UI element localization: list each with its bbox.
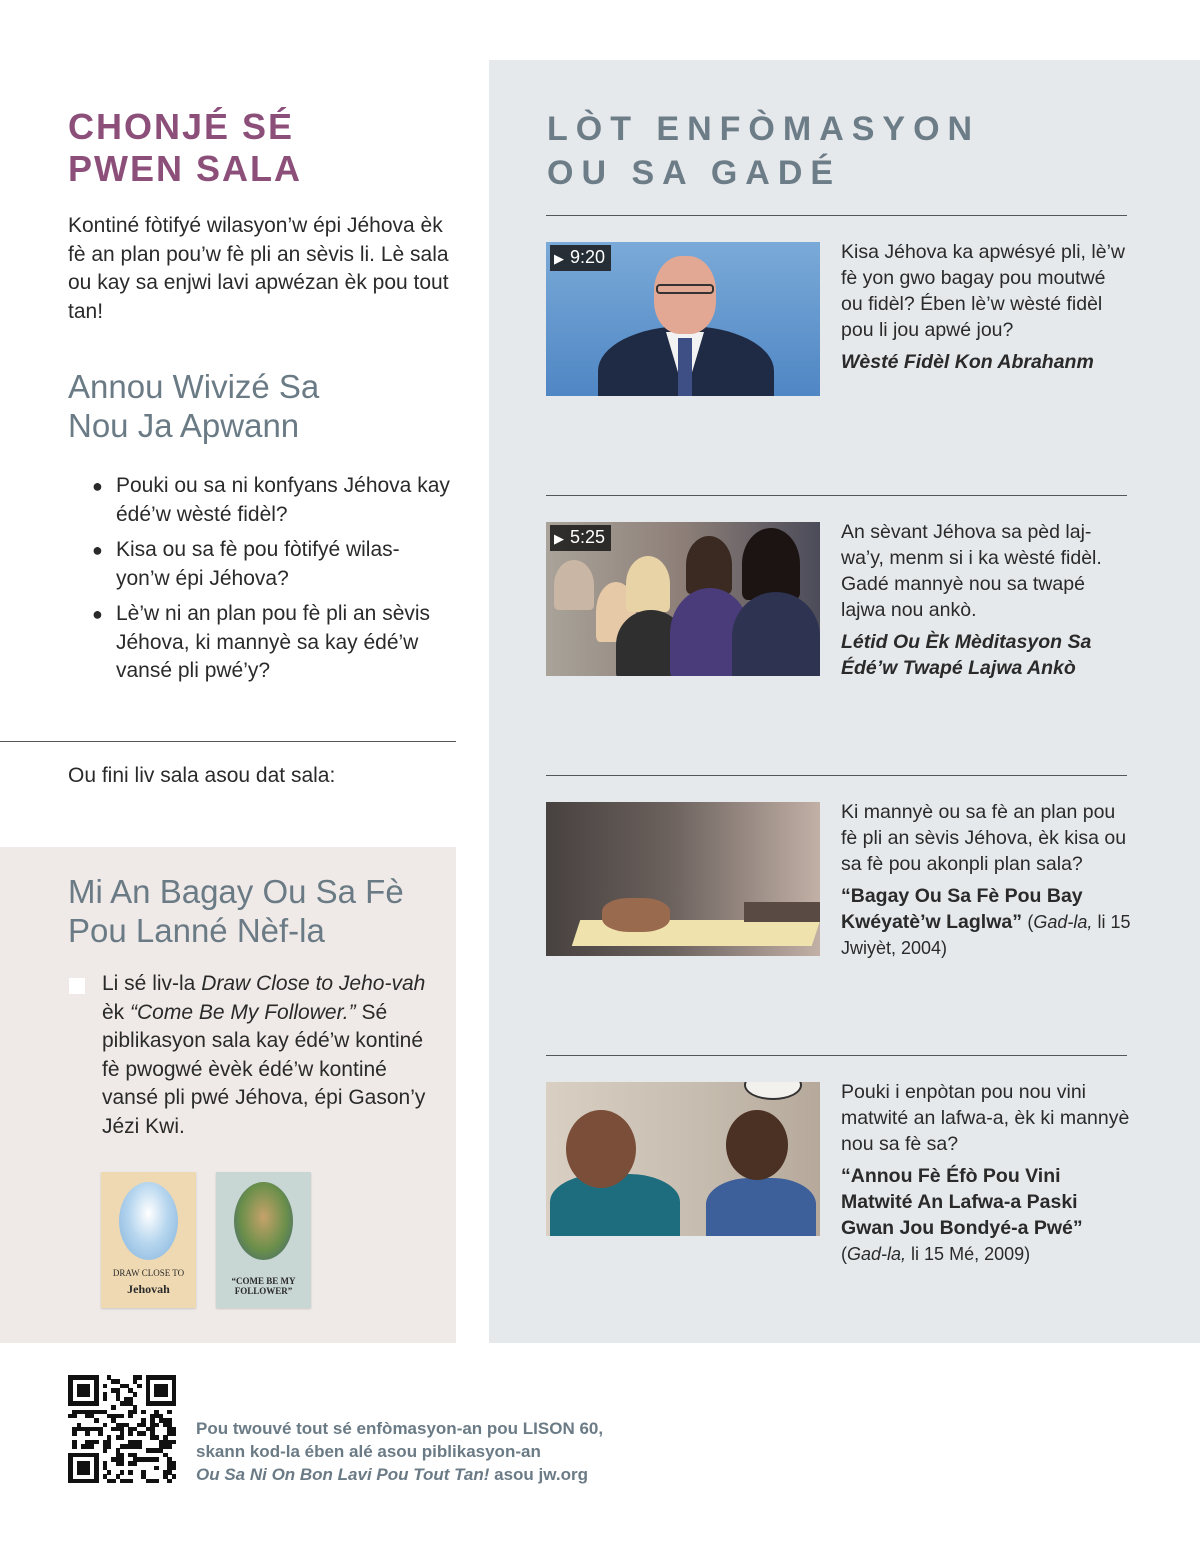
qr-module [111,1405,116,1410]
qr-module [103,1384,108,1389]
qr-module [137,1375,142,1380]
related-heading: LÒT ENFÒMASYON OU SA GADÉ [547,110,981,192]
play-icon: ▶ [554,531,564,546]
qr-module [133,1392,138,1397]
qr-module [154,1466,159,1471]
qr-module [94,1418,99,1423]
qr-module [128,1479,133,1484]
bullet-icon: ● [92,540,103,560]
book-cover-draw-close[interactable]: DRAW CLOSE TO Jehovah [101,1172,196,1308]
qr-module [120,1470,125,1475]
qr-module [120,1414,125,1419]
video-thumbnail[interactable] [546,522,820,676]
divider [546,495,1127,496]
related-link[interactable]: “Bagay Ou Sa Fè Pou Bay Kwéyatè’w Laglwa” (Gad-la, li 15 Jwiyèt, 2004) [841,885,1131,958]
review-questions [92,472,452,693]
qr-module [128,1414,133,1419]
related-item: Ki mannyè ou sa fè an plan pou fè pli an sèvis Jéhova, èk kisa ou sa fè pou akonpli plan sala? “Bagay Ou Sa Fè Pou Bay Kwéyatè’w Laglwa” (Gad-la, li 15 Jwiyèt, 2004) [841,799,1131,961]
qr-module [172,1440,177,1445]
bullet-icon: ● [92,476,103,496]
qr-module [141,1410,146,1415]
video-duration: ▶ 9:20 [550,245,611,271]
cover-illustration [234,1182,293,1260]
finished-date-label: Ou fini liv sala asou dat sala: [68,764,336,787]
qr-module [154,1479,159,1484]
qr-module [72,1431,77,1436]
book-cover-come-be-my-follower[interactable]: “COME BE MY FOLLOWER” [216,1172,311,1308]
qr-module [98,1431,103,1436]
qr-module [167,1479,172,1484]
related-link[interactable]: “Annou Fè Éfò Pou Vini Matwité An Lafwa-a Paski Gwan Jou Bondyé-a Pwé” (Gad-la, li 15 Mé, 2009) [841,1165,1083,1264]
qr-module [133,1410,138,1415]
list-item: ● Pouki ou sa ni konfyans Jéhova kay édé’w wèsté fidèl? [92,474,450,526]
qr-module [120,1461,125,1466]
qr-module [94,1479,99,1484]
clock-icon [744,1082,802,1100]
article-thumbnail[interactable] [546,1082,820,1236]
video-thumbnail[interactable] [546,242,820,396]
qr-code[interactable] [68,1375,176,1483]
article-thumbnail[interactable] [546,802,820,956]
qr-module [103,1397,108,1402]
qr-module [72,1414,77,1419]
related-item: Pouki i enpòtan pou nou vini matwité an lafwa-a, èk ki mannyè nou sa fè sa? “Annou Fè Éfò Pou Vini Matwité An Lafwa-a Paski Gwan Jou Bondyé-a Pwé” (Gad-la, li 15 Mé, 2009) [841,1079,1131,1267]
summary-intro: Kontiné fòtifyé wilasyon’w épi Jéhova èk fè an plan pou’w fè pli an sèvis li. Lè sala ou kay sa enjwi lavi apwézan èk pou tout tan! [68,214,449,323]
qr-module [128,1431,133,1436]
divider [0,741,456,742]
qr-module [128,1470,133,1475]
qr-module [163,1392,168,1397]
related-link[interactable]: Wèsté Fidèl Kon Abrahanm [841,351,1094,373]
related-item: An sèvant Jéhova sa pèd laj-wa’y, menm si i ka wèsté fidèl. Gadé mannyè nou sa twapé lajwa nou ankò. Létid Ou Èk Mèditasyon Sa Édé’w Twapé Lajwa Ankò [841,519,1131,681]
qr-module [72,1444,77,1449]
qr-module [85,1431,90,1436]
qr-module [172,1474,177,1479]
play-icon: ▶ [554,251,564,266]
qr-module [141,1431,146,1436]
qr-module [172,1466,177,1471]
related-item: Kisa Jéhova ka apwésyé pli, lè’w fè yon gwo bagay pou moutwé ou fidèl? Ében lè’w wèsté fidèl pou li jou apwé jou? Wèsté Fidèl Kon Abrahanm [841,239,1131,375]
cover-illustration [119,1182,178,1260]
summary-heading: CHONJÉ SÉ PWEN SALA [68,106,302,189]
qr-module [133,1461,138,1466]
qr-module [172,1401,177,1406]
qr-module [94,1401,99,1406]
qr-module [167,1410,172,1415]
qr-module [167,1444,172,1449]
list-item: ● Lè’w ni an plan pou fè pli an sèvis Jéhova, ki mannyè sa kay édé’w vansé pli pwé’y? [92,602,431,682]
divider [546,1055,1127,1056]
divider [546,215,1127,216]
qr-module [94,1440,99,1445]
video-duration: ▶ 5:25 [550,525,611,551]
list-item: ● Kisa ou sa fè pou fòtifyé wilas-yon’w épi Jéhova? [92,538,400,590]
qr-module [137,1384,142,1389]
qr-module [107,1470,112,1475]
qr-module [154,1457,159,1462]
qr-module [154,1423,159,1428]
qr-module [111,1479,116,1484]
bullet-icon: ● [92,604,103,624]
related-link[interactable]: Létid Ou Èk Mèditasyon Sa Édé’w Twapé Lajwa Ankò [841,631,1092,679]
divider [546,775,1127,776]
qr-module [103,1448,108,1453]
qr-module [172,1431,177,1436]
qr-module [85,1392,90,1397]
review-heading: Annou Wivizé Sa Nou Ja Apwann [68,368,320,444]
footer-note: Pou twouvé tout sé enfòmasyon-an pou LISON 60, skann kod-la ében alé asou piblikasyon-an Ou Sa Ni On Bon Lavi Pou Tout Tan! asou jw.org [196,1419,604,1484]
goal-text: Li sé liv-la Draw Close to Jeho-vah èk “Come Be My Follower.” Sé piblikasyon sala kay édé’w kontiné fè pwogwé èvèk édé’w kontiné vansé pli pwé Jéhova, épi Gason’y Jézi Kwi. [102,972,426,1138]
qr-module [137,1444,142,1449]
goal-checkbox[interactable] [69,978,85,994]
goal-heading: Mi An Bagay Ou Sa Fè Pou Lanné Nèf-la [68,873,404,949]
qr-module [103,1423,108,1428]
qr-module [120,1435,125,1440]
qr-module [107,1444,112,1449]
qr-module [85,1470,90,1475]
qr-module [90,1444,95,1449]
